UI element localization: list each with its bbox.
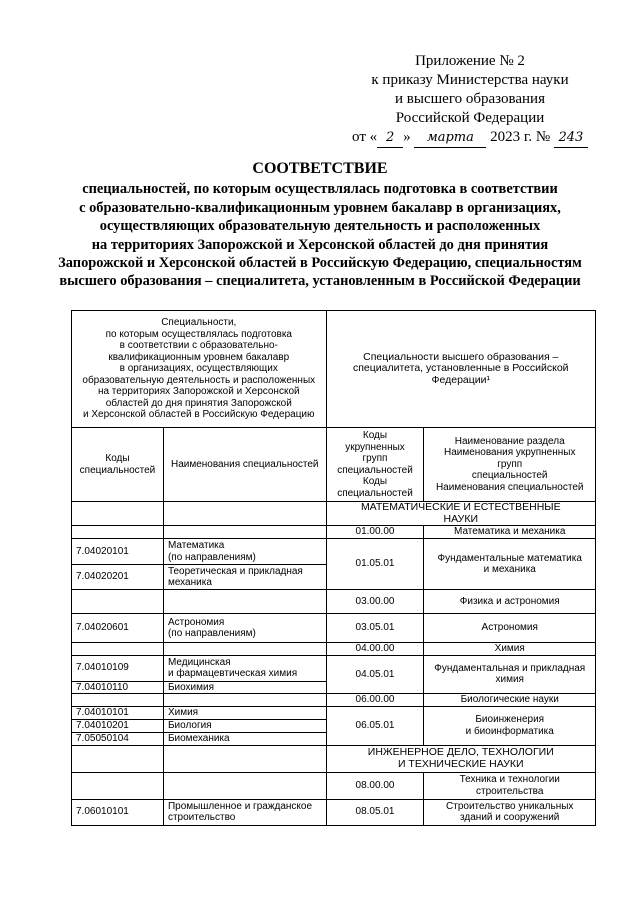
specialty-name: Теоретическая и прикладная механика — [163, 565, 326, 590]
group-row — [72, 643, 596, 656]
table-row — [72, 799, 596, 825]
target-name: Фундаментальные математика и механика — [424, 539, 596, 590]
table-row — [72, 539, 596, 565]
appendix-label: Приложение № 2 — [415, 53, 525, 69]
table-row — [72, 614, 596, 643]
section-title: МАТЕМАТИЧЕСКИЕ И ЕСТЕСТВЕННЫЕ НАУКИ — [326, 502, 595, 526]
group-code: 01.00.00 — [326, 526, 424, 539]
title-line: осуществляющих образовательную деятельность и расположенных — [99, 218, 541, 235]
group-name: Математика и механика — [424, 526, 596, 539]
table-row — [72, 655, 596, 681]
date-month: марта — [414, 128, 486, 148]
order-line-3: Российской Федерации — [395, 110, 545, 126]
title-line: на территориях Запорожской и Херсонской областей до дня принятия — [91, 236, 549, 253]
specialty-code: 7.04010109 — [72, 655, 164, 681]
group-code: 03.00.00 — [326, 590, 424, 614]
specialty-code: 7.04010101 — [72, 707, 164, 720]
right-group-header: Специальности высшего образования – специалитета, установленные в Российской Федерации¹ — [326, 311, 595, 428]
correspondence-table — [71, 310, 596, 826]
title-line: высшего образования – специалитета, установленным в Российской Федерации — [59, 273, 581, 290]
date-mid: » — [403, 129, 411, 145]
group-name: Биологические науки — [424, 694, 596, 707]
group-code: 04.00.00 — [326, 643, 424, 656]
specialty-name: Математика (по направлениям) — [163, 539, 326, 565]
col-codes-header: Коды специальностей — [72, 428, 164, 502]
date-year: 2023 г. № — [490, 129, 551, 145]
table-row — [72, 707, 596, 720]
order-line-2: и высшего образования — [395, 91, 545, 107]
group-name: Химия — [424, 643, 596, 656]
section-row — [72, 502, 596, 526]
col-names-header: Наименования специальностей — [163, 428, 326, 502]
specialty-code: 7.06010101 — [72, 799, 164, 825]
specialty-name: Химия — [163, 707, 326, 720]
order-line-1: к приказу Министерства науки — [371, 72, 569, 88]
date-day: 2 — [377, 128, 403, 148]
date-prefix: от « — [352, 129, 378, 145]
specialty-code: 7.04020101 — [72, 539, 164, 565]
target-code: 03.05.01 — [326, 614, 424, 643]
specialty-name: Астрономия (по направлениям) — [163, 614, 326, 643]
group-name: Техника и технологии строительства — [424, 772, 596, 799]
group-row — [72, 772, 596, 799]
target-name: Биоинженерия и биоинформатика — [424, 707, 596, 746]
target-code: 01.05.01 — [326, 539, 424, 590]
specialty-code: 7.04020201 — [72, 565, 164, 590]
table-column-header-row — [72, 428, 596, 502]
order-date-line — [330, 128, 610, 148]
specialty-code: 7.04010110 — [72, 681, 164, 694]
group-code: 08.00.00 — [326, 772, 424, 799]
group-row — [72, 590, 596, 614]
specialty-name: Медицинская и фармацевтическая химия — [163, 655, 326, 681]
section-title: ИНЖЕНЕРНОЕ ДЕЛО, ТЕХНОЛОГИИ И ТЕХНИЧЕСКИЕ НАУКИ — [326, 745, 595, 772]
specialty-name: Биохимия — [163, 681, 326, 694]
left-group-header: Специальности, по которым осуществлялась подготовка в соответствии с образовательно- квалификационным уровнем бакалавр в организациях, осуществляющих образовательную деятельность и расположенных на территориях Запорожской и Херсонской областей до дня принятия Запорожской и Херсонской областей в Российскую Федерацию — [72, 311, 327, 428]
specialty-code: 7.04020601 — [72, 614, 164, 643]
target-code: 06.05.01 — [326, 707, 424, 746]
title-line: Запорожской и Херсонской областей в Российскую Федерацию, специальностям — [58, 255, 582, 272]
title-line: с образовательно-квалификационным уровнем бакалавр в организациях, — [79, 199, 561, 216]
specialty-code: 7.04010201 — [72, 720, 164, 733]
specialty-code: 7.05050104 — [72, 732, 164, 745]
document-header — [330, 52, 610, 148]
title-main: СООТВЕТСТВИЕ — [252, 160, 388, 177]
target-code: 04.05.01 — [326, 655, 424, 694]
target-name: Фундаментальная и прикладная химия — [424, 655, 596, 694]
col-group-codes-header: Коды укрупненных групп специальностей Коды специальностей — [326, 428, 424, 502]
target-code: 08.05.01 — [326, 799, 424, 825]
col-group-names-header: Наименование раздела Наименования укрупненных групп специальностей Наименования специальностей — [424, 428, 596, 502]
specialty-name: Биомеханика — [163, 732, 326, 745]
group-code: 06.00.00 — [326, 694, 424, 707]
document-title — [20, 160, 620, 291]
group-row — [72, 526, 596, 539]
target-name: Строительство уникальных зданий и сооружений — [424, 799, 596, 825]
specialty-name: Промышленное и гражданское строительство — [163, 799, 326, 825]
specialty-name: Биология — [163, 720, 326, 733]
target-name: Астрономия — [424, 614, 596, 643]
group-row — [72, 694, 596, 707]
title-line: специальностей, по которым осуществлялась подготовка в соответствии — [82, 181, 558, 198]
table-header-row — [72, 311, 596, 428]
group-name: Физика и астрономия — [424, 590, 596, 614]
order-number: 243 — [554, 128, 588, 148]
section-row — [72, 745, 596, 772]
